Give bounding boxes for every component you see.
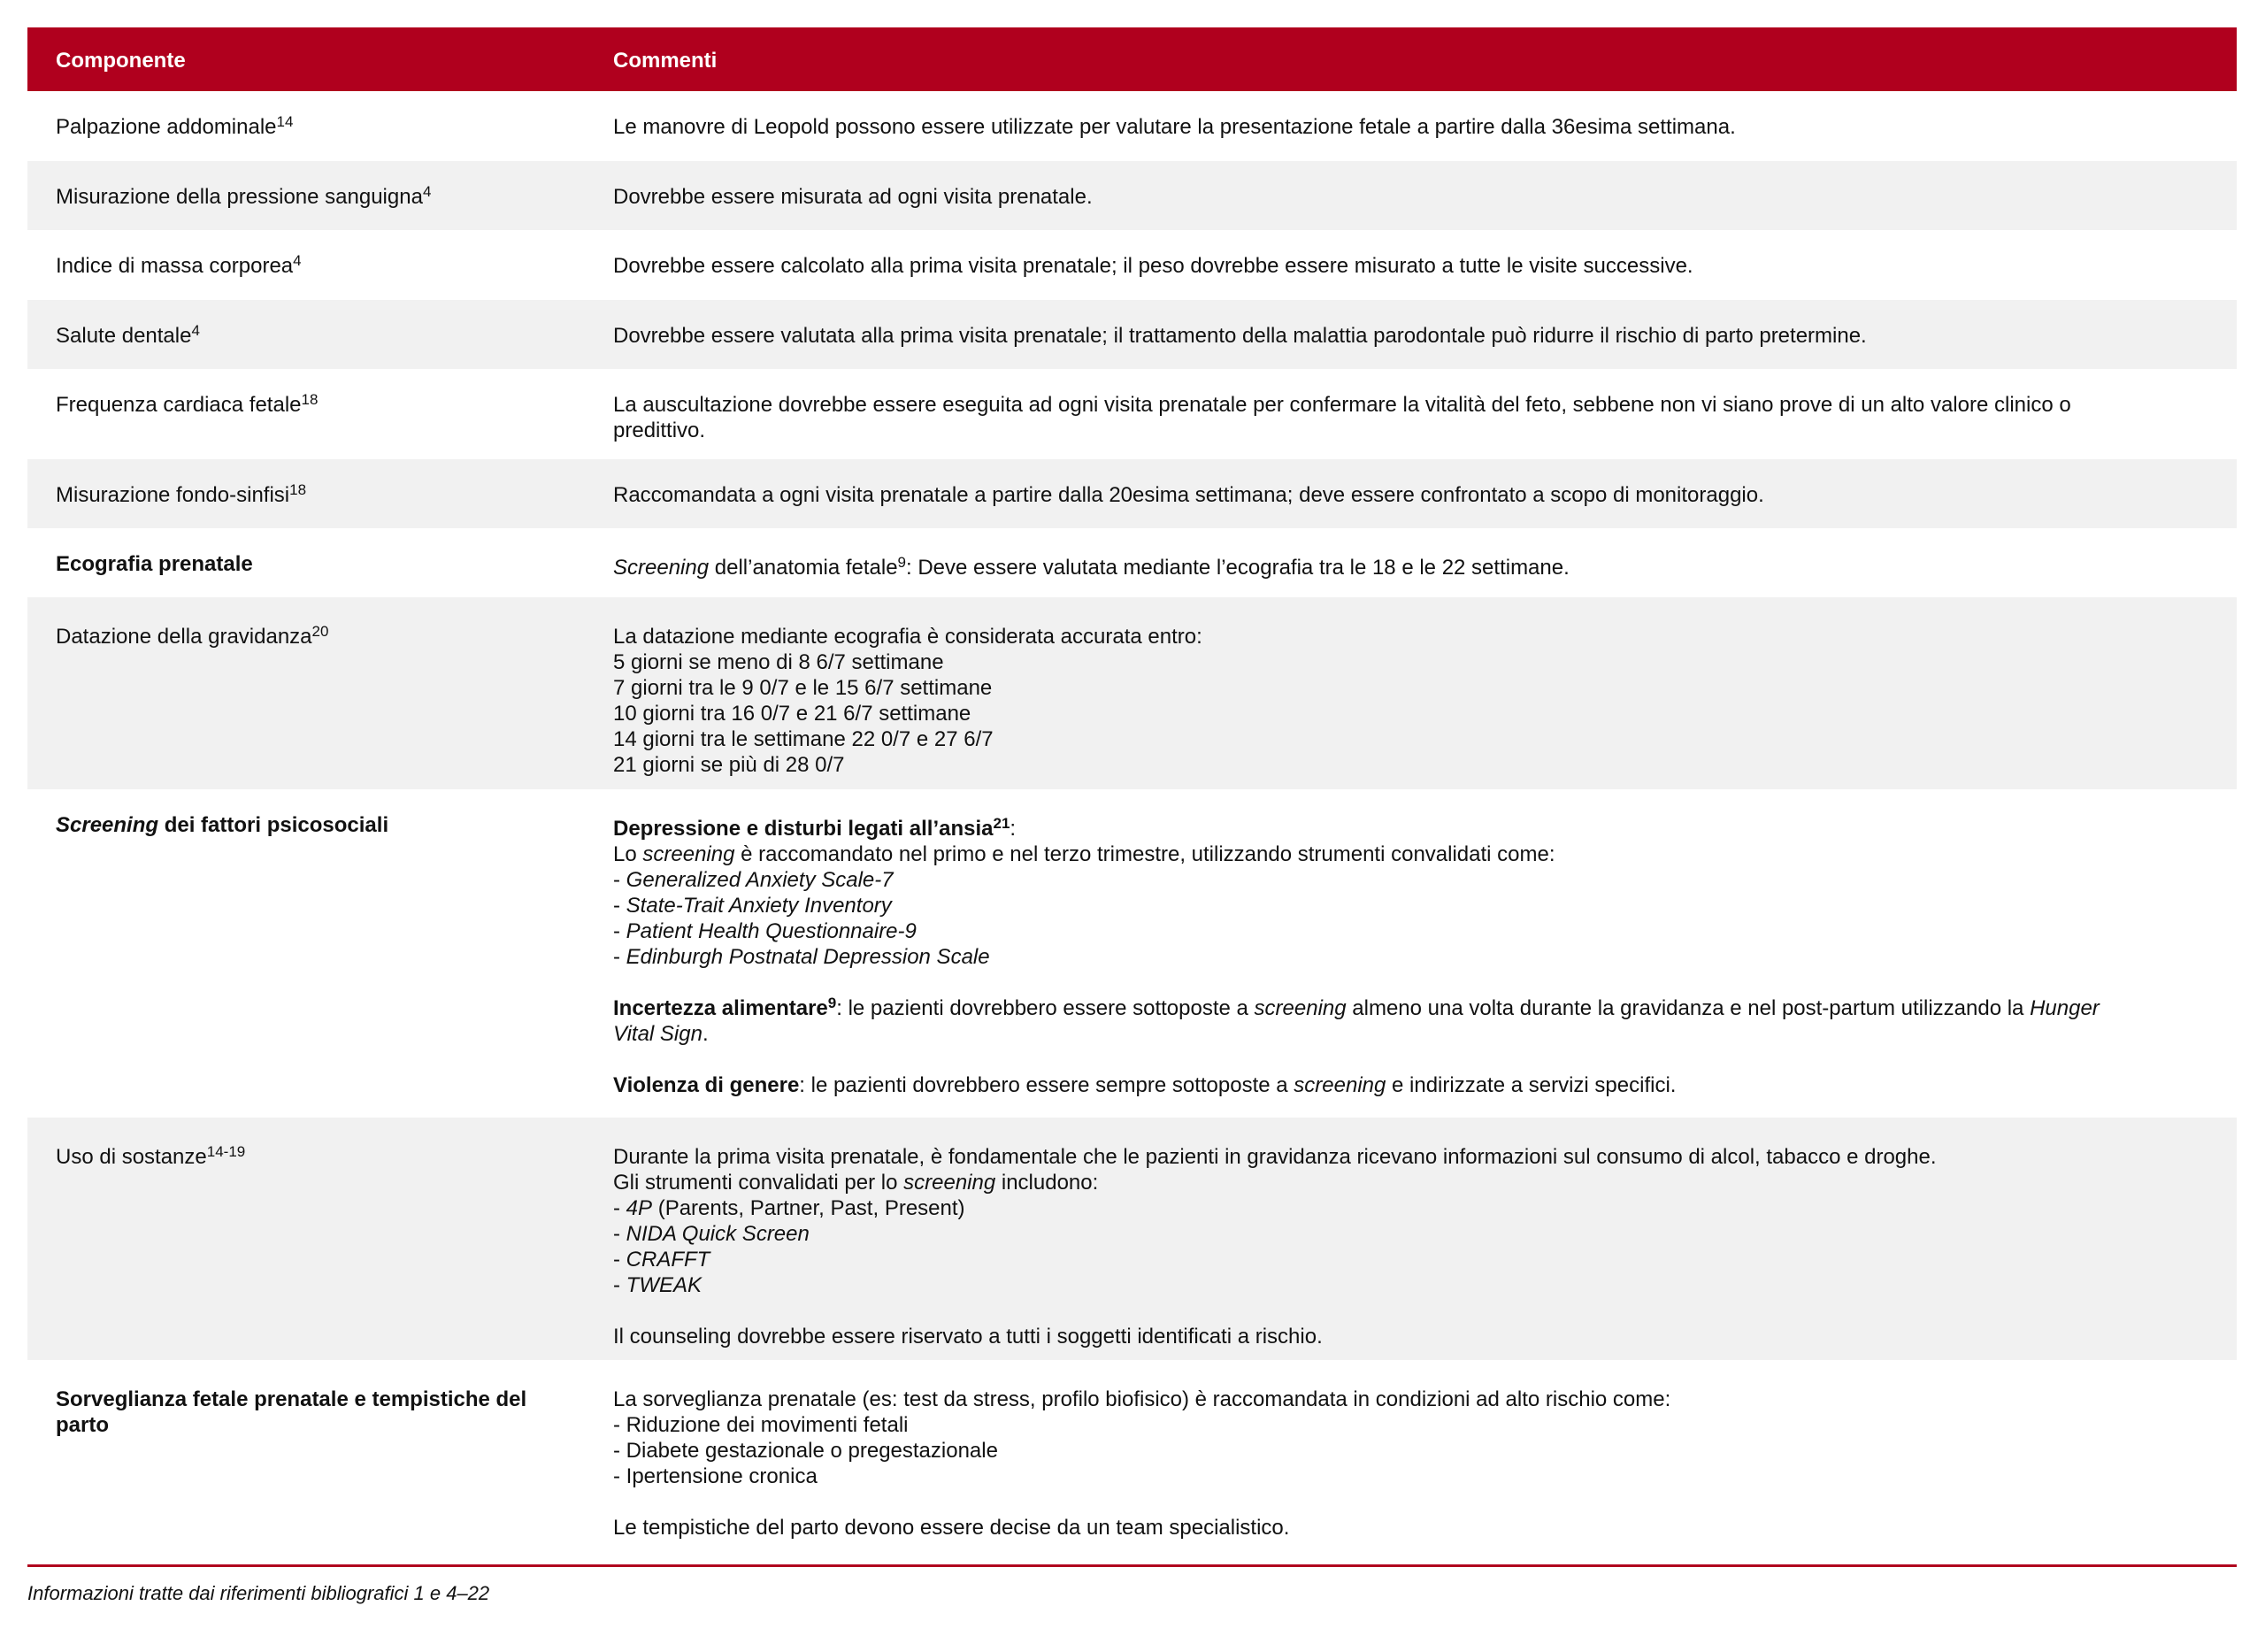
dash: -: [613, 1248, 626, 1272]
comment-line: 7 giorni tra le 9 0/7 e le 15 6/7 settimane: [613, 676, 993, 700]
table-row: [27, 369, 2237, 459]
violence-title: Violenza di genere: [613, 1073, 800, 1097]
component-label: Sorveglianza fetale prenatale e tempistiche del: [56, 1387, 527, 1411]
tool-name: Generalized Anxiety Scale-7: [626, 868, 894, 892]
reference-number: 18: [289, 481, 307, 498]
table-row: [27, 1360, 2237, 1564]
tool-name: Edinburgh Postnatal Depression Scale: [626, 945, 990, 969]
tool-item: [613, 893, 2201, 918]
table-row: [27, 91, 2237, 161]
dash: -: [613, 894, 626, 918]
text: : le pazienti dovrebbero essere sottoposte a: [836, 996, 1255, 1020]
text: (Parents, Partner, Past, Present): [652, 1196, 965, 1220]
component-cell: [27, 161, 613, 230]
comment-line: La sorveglianza prenatale (es: test da stress, profilo biofisico) è raccomandata in condizioni ad alto rischio come:: [613, 1387, 1671, 1411]
tool-name: Patient Health Questionnaire-9: [626, 919, 917, 943]
comment-line: 10 giorni tra 16 0/7 e 21 6/7 settimane: [613, 702, 971, 726]
reference-number: 4: [422, 183, 432, 200]
component-cell: [27, 230, 613, 300]
italic-term: Hunger: [2030, 996, 2100, 1020]
dash: -: [613, 868, 626, 892]
tool-item: [613, 1272, 2201, 1298]
text: Lo: [613, 842, 643, 866]
spacer: [613, 970, 2201, 995]
comment-line: La datazione mediante ecografia è considerata accurata entro:: [613, 625, 1202, 649]
food-insecurity-line: [613, 1021, 2201, 1047]
comment-line: 21 giorni se più di 28 0/7: [613, 753, 845, 777]
comment-cell: Raccomandata a ogni visita prenatale a partire dalla 20esima settimana; deve essere confrontato a scopo di monitoraggio.: [613, 483, 1764, 507]
prenatal-care-table: [27, 27, 2237, 1564]
tool-item: [613, 867, 2201, 893]
comment-cell: Le manovre di Leopold possono essere utilizzate per valutare la presentazione fetale a partire dalla 36esima settimana.: [613, 115, 1736, 139]
component-label: Misurazione della pressione sanguigna: [56, 185, 423, 209]
comment-cell: [613, 528, 2237, 597]
comment-line: Durante la prima visita prenatale, è fondamentale che le pazienti in gravidanza ricevano informazioni sul consumo di alcol, tabacco e droghe.: [613, 1145, 1937, 1169]
punctuation: :: [1010, 817, 1017, 841]
italic-term: Vital Sign: [613, 1022, 703, 1046]
text: Gli strumenti convalidati per lo: [613, 1171, 904, 1195]
comment-line: - Riduzione dei movimenti fetali: [613, 1413, 909, 1437]
comment-line: 14 giorni tra le settimane 22 0/7 e 27 6/7: [613, 727, 994, 751]
reference-number: 18: [301, 391, 319, 408]
gender-violence-line: [613, 1072, 2201, 1098]
dash: -: [613, 919, 626, 943]
table-bottom-rule: [27, 1564, 2237, 1567]
component-cell: [27, 1360, 613, 1564]
reference-number: 9: [897, 554, 907, 571]
comment-cell: Dovrebbe essere misurata ad ogni visita prenatale.: [613, 185, 1093, 209]
italic-term: screening: [903, 1171, 996, 1195]
reference-number: 14: [276, 113, 294, 130]
text: includono:: [995, 1171, 1099, 1195]
dash: -: [613, 1196, 626, 1220]
component-label: parto: [56, 1413, 109, 1437]
component-label: Palpazione addominale: [56, 115, 277, 139]
table-row: [27, 1118, 2237, 1360]
text: è raccomandato nel primo e nel terzo trimestre, utilizzando strumenti convalidati come:: [734, 842, 1555, 866]
depression-heading: [613, 816, 2201, 841]
component-label: Frequenza cardiaca fetale: [56, 393, 302, 417]
tool-name: CRAFFT: [626, 1248, 710, 1272]
comment-cell: [613, 597, 2237, 789]
tool-name: NIDA Quick Screen: [626, 1222, 810, 1246]
source-footnote: Informazioni tratte dai riferimenti bibliografici 1 e 4–22: [27, 1582, 490, 1604]
italic-term: screening: [1294, 1073, 1386, 1097]
reference-number: 9: [827, 995, 837, 1011]
component-cell: [27, 1118, 613, 1360]
comment-cell: Dovrebbe essere calcolato alla prima visita prenatale; il peso dovrebbe essere misurato a tutte le visite successive.: [613, 254, 1693, 278]
reference-number: 4: [293, 252, 302, 269]
dash: -: [613, 1222, 626, 1246]
comment-cell: [613, 1118, 2237, 1360]
component-cell: [27, 597, 613, 789]
spacer: [613, 1047, 2201, 1072]
text: .: [702, 1022, 709, 1046]
tool-item: [613, 918, 2201, 944]
text: almeno una volta durante la gravidanza e nel post-partum utilizzando la: [1346, 996, 2031, 1020]
table-row: [27, 300, 2237, 369]
text: e indirizzate a servizi specifici.: [1386, 1073, 1677, 1097]
table-row: [27, 459, 2237, 528]
component-cell: [27, 459, 613, 528]
comment-cell: [613, 1360, 2237, 1564]
italic-term: Screening: [56, 813, 159, 837]
tool-item: [613, 1247, 2201, 1272]
component-cell: [27, 91, 613, 161]
table-row: [27, 597, 2237, 789]
comment-cell: Dovrebbe essere valutata alla prima visita prenatale; il trattamento della malattia parodontale può ridurre il rischio di parto pretermine.: [613, 324, 1867, 348]
tool-name: TWEAK: [626, 1273, 703, 1297]
comment-line: - Ipertensione cronica: [613, 1464, 818, 1488]
food-title: Incertezza alimentare: [613, 996, 828, 1020]
italic-term: screening: [642, 842, 735, 866]
reference-number: 4: [191, 322, 200, 339]
comment-line: 5 giorni se meno di 8 6/7 settimane: [613, 650, 944, 674]
spacer: [613, 1489, 2201, 1515]
component-label: Uso di sostanze: [56, 1145, 207, 1169]
component-cell: Ecografia prenatale: [56, 552, 253, 576]
table-row: [27, 161, 2237, 230]
tool-item: [613, 944, 2201, 970]
component-label: Indice di massa corporea: [56, 254, 294, 278]
comment-line: [613, 1170, 2201, 1195]
spacer: [613, 1298, 2201, 1324]
comment-line: Il counseling dovrebbe essere riservato a tutti i soggetti identificati a rischio.: [613, 1325, 1323, 1348]
comment-text: dell’anatomia fetale: [709, 556, 898, 580]
table-header: [27, 27, 2237, 91]
depression-intro: [613, 841, 2201, 867]
reference-number: 21: [993, 815, 1010, 832]
comment-cell: [613, 369, 2237, 459]
component-cell: [27, 789, 613, 1118]
tool-name: 4P: [626, 1196, 653, 1220]
component-label: dei fattori psicosociali: [158, 813, 389, 837]
header-componente: Componente: [56, 48, 186, 73]
component-label: Misurazione fondo-sinfisi: [56, 483, 290, 507]
component-label: Datazione della gravidanza: [56, 625, 312, 649]
reference-number: 14-19: [206, 1143, 246, 1160]
comment-line: - Diabete gestazionale o pregestazionale: [613, 1439, 998, 1463]
component-cell: [27, 300, 613, 369]
table-row: [27, 230, 2237, 300]
comment-text: : Deve essere valutata mediante l’ecografia tra le 18 e le 22 settimane.: [906, 556, 1570, 580]
dash: -: [613, 945, 626, 969]
table-row: [27, 789, 2237, 1118]
tool-item: [613, 1221, 2201, 1247]
tool-item: [613, 1195, 2201, 1221]
comment-line: La auscultazione dovrebbe essere eseguita ad ogni visita prenatale per confermare la vitalità del feto, sebbene non vi siano prove di un alto valore clinico o: [613, 393, 2071, 417]
italic-term: Screening: [613, 556, 710, 580]
component-cell: [27, 369, 613, 459]
italic-term: screening: [1254, 996, 1347, 1020]
comment-line: Le tempistiche del parto devono essere decise da un team specialistico.: [613, 1516, 1290, 1540]
reference-number: 20: [311, 623, 329, 640]
comment-line: predittivo.: [613, 419, 706, 442]
tool-name: State-Trait Anxiety Inventory: [626, 894, 892, 918]
dash: -: [613, 1273, 626, 1297]
text: : le pazienti dovrebbero essere sempre sottoposte a: [799, 1073, 1294, 1097]
header-commenti: Commenti: [613, 48, 718, 73]
comment-cell: [613, 789, 2237, 1118]
food-insecurity-line: [613, 995, 2201, 1021]
table-row: [27, 528, 2237, 597]
component-label: Salute dentale: [56, 324, 192, 348]
depression-title: Depressione e disturbi legati all’ansia: [613, 817, 994, 841]
